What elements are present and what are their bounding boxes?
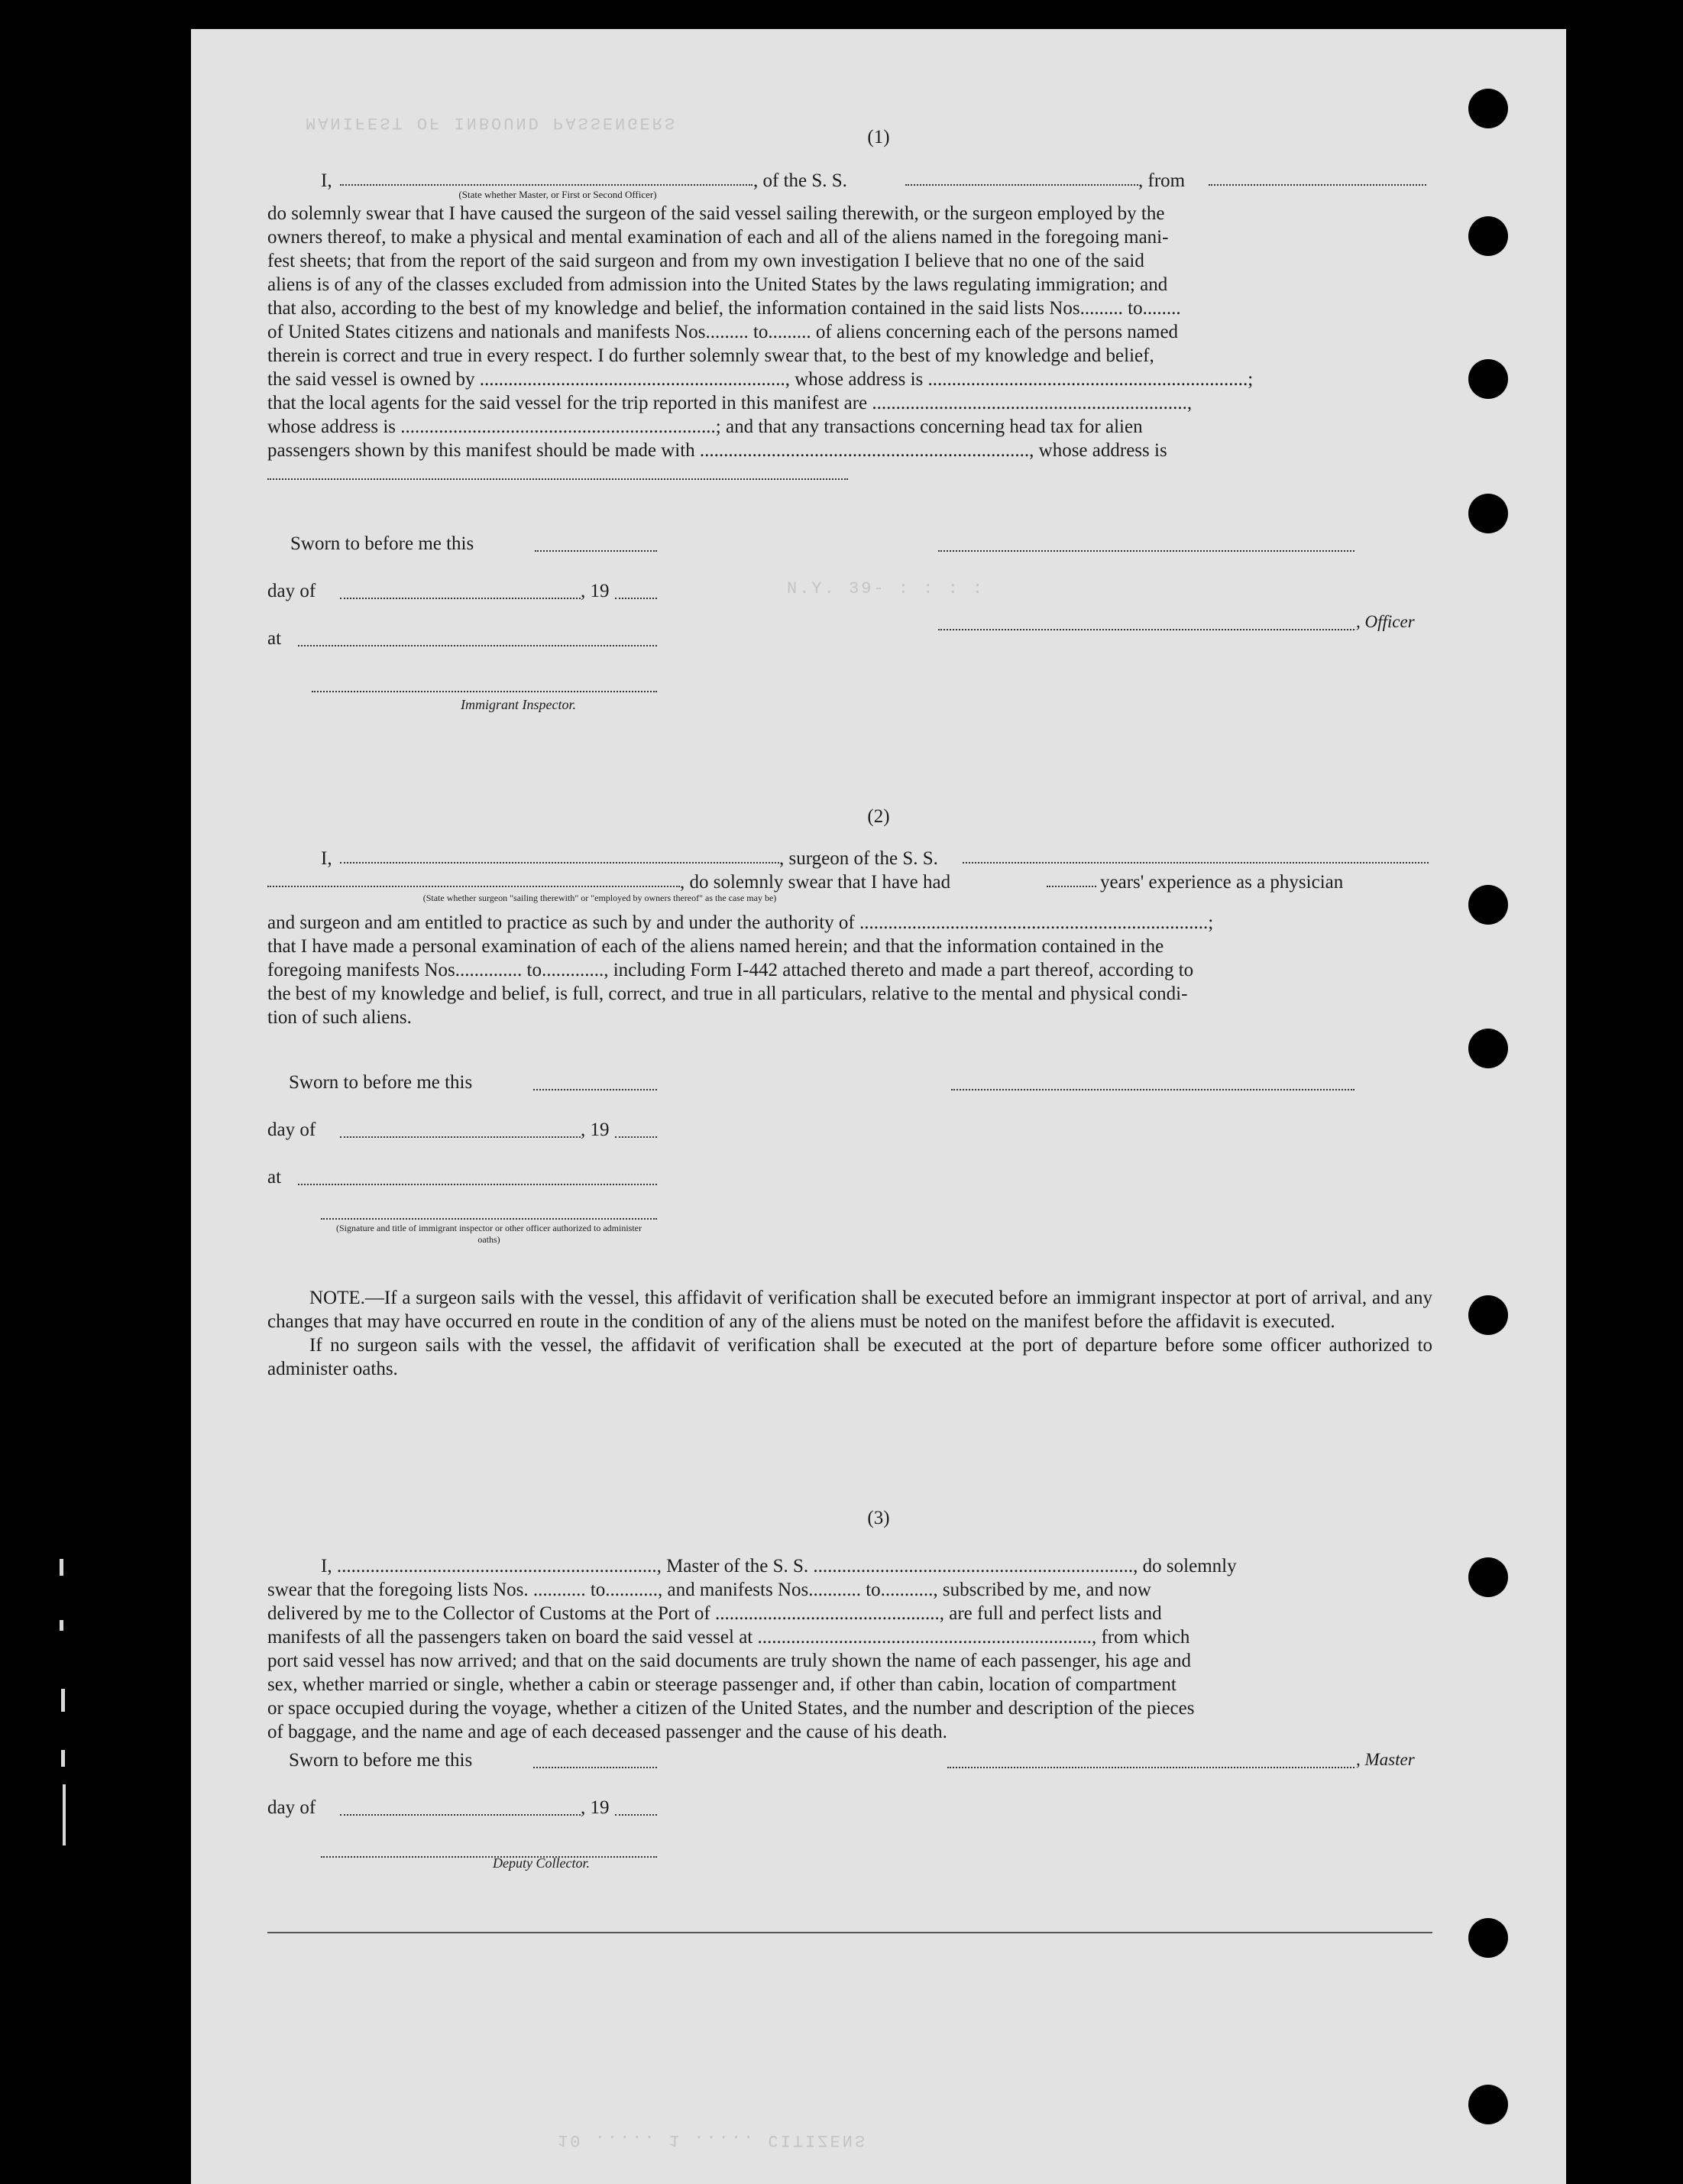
body-line: passengers shown by this manifest should be made with ....................................................................., whose address is	[267, 440, 1167, 461]
punch-hole	[1468, 1918, 1508, 1958]
day-of-label-3: day of	[267, 1797, 316, 1818]
year-label-2: , 19	[581, 1120, 610, 1140]
surgeon-type-field[interactable]	[267, 870, 680, 887]
scan-edge-mark	[61, 1689, 65, 1712]
section-2-second-line	[267, 870, 1432, 894]
swear-label: , do solemnly swear that I have had	[680, 872, 951, 893]
body-line: delivered by me to the Collector of Customs at the Port of ..............................................., are full and perfect lists and	[267, 1603, 1162, 1624]
note-paragraph-1	[267, 1286, 1432, 1333]
inspector-signature-line-1[interactable]	[312, 679, 657, 692]
year-label-1: , 19	[581, 581, 610, 601]
section-1	[267, 169, 1432, 486]
inspector-signature-line-2[interactable]	[321, 1206, 657, 1220]
master-name-field[interactable]	[340, 169, 752, 186]
punch-hole	[1468, 1295, 1508, 1335]
years-field[interactable]	[1047, 870, 1096, 887]
section-2-number: (2)	[867, 806, 890, 827]
surgeon-name-field[interactable]	[340, 847, 779, 864]
body-line: therein is correct and true in every respect. I do further solemnly swear that, to the best of my knowledge and belief,	[267, 345, 1154, 366]
body-line: the best of my knowledge and belief, is full, correct, and true in all particulars, relative to the mental and physical condi-	[267, 983, 1188, 1004]
deputy-collector-label: Deputy Collector.	[493, 1855, 590, 1871]
note-label: NOTE.	[309, 1288, 365, 1308]
body-line: or space occupied during the voyage, whether a citizen of the United States, and the number and description of the pieces	[267, 1698, 1195, 1719]
year-field-3[interactable]	[615, 1799, 657, 1816]
day-of-field-2[interactable]	[340, 1121, 581, 1138]
year-field-2[interactable]	[615, 1121, 657, 1138]
signature-caption: (Signature and title of immigrant inspector or other officer authorized to administer oaths)	[336, 1223, 642, 1245]
body-line-blank	[267, 462, 1432, 486]
note-text-1: —If a surgeon sails with the vessel, this affidavit of verification shall be executed before an immigrant inspector at port of arrival, and any changes that may have occurred en route in the condition of any of the aliens must be noted on the manifest before the affidavit is executed.	[267, 1288, 1432, 1332]
sworn-label-3: Sworn to before me this	[289, 1750, 473, 1771]
day-of-field-1[interactable]	[340, 582, 581, 599]
section-2-first-line	[267, 847, 1432, 870]
sworn-date-field-2[interactable]	[533, 1074, 657, 1090]
sworn-label-2: Sworn to before me this	[289, 1072, 473, 1093]
scan-edge-mark	[61, 1750, 65, 1767]
punch-hole	[1468, 1029, 1508, 1068]
body-line: of United States citizens and nationals and manifests Nos......... to......... of aliens concerning each of the persons named	[267, 322, 1179, 342]
surgeon-vessel-field[interactable]	[963, 847, 1429, 864]
punch-hole	[1468, 89, 1508, 128]
bleed-through-text: MANIFEST OF INBOUND PASSENGERS	[306, 113, 678, 132]
officer-label: , Officer	[1356, 612, 1415, 631]
officer-name-line[interactable]	[938, 614, 1354, 630]
immigrant-inspector-label: Immigrant Inspector.	[461, 697, 576, 712]
at-label-1: at	[267, 628, 282, 649]
bleed-through-text: N.Y. 39- : : : :	[787, 579, 986, 598]
punch-hole	[1468, 359, 1508, 399]
day-of-label-2: day of	[267, 1120, 316, 1140]
body-line: tion of such aliens.	[267, 1007, 412, 1028]
at-field-1[interactable]	[298, 630, 657, 646]
master-signature-line[interactable]	[947, 1751, 1354, 1768]
scan-edge-mark	[60, 1559, 63, 1576]
scan-edge-mark	[63, 1784, 66, 1845]
surgeon-signature-line[interactable]	[951, 1074, 1354, 1090]
body-line: do solemnly swear that I have caused the surgeon of the said vessel sailing therewith, or the surgeon employed by the	[267, 203, 1165, 224]
section-2-i: I,	[321, 848, 332, 869]
body-line: the said vessel is owned by ................................................................, whose address is ...................................................................;	[267, 369, 1254, 390]
body-line: owners thereof, to make a physical and mental examination of each and all of the aliens named in the foregoing mani-	[267, 227, 1169, 248]
body-line: sex, whether married or single, whether a cabin or steerage passenger and, if other than cabin, location of compartment	[267, 1674, 1176, 1695]
manifest-affidavit-page	[191, 29, 1566, 2184]
master-label: , Master	[1356, 1750, 1415, 1769]
body-line: that I have made a personal examination of each of the aliens named herein; and that the information contained in the	[267, 936, 1164, 957]
scan-edge-mark	[60, 1620, 63, 1631]
section-1-body	[267, 202, 1432, 486]
year-label-3: , 19	[581, 1797, 610, 1818]
punch-hole	[1468, 1557, 1508, 1597]
punch-hole	[1468, 885, 1508, 925]
agent-address-field[interactable]	[267, 463, 848, 480]
body-line: I, ..................................................................., Master of the S. S. ..................................................................., do solemnly	[321, 1556, 1237, 1576]
officer-signature-line[interactable]	[938, 535, 1354, 552]
note-paragraph-2: If no surgeon sails with the vessel, the affidavit of verification shall be executed at the port of departure before some officer authorized to administer oaths.	[267, 1335, 1432, 1379]
body-line: whose address is ..................................................................; and that any transactions concerning head tax for alien	[267, 416, 1143, 437]
day-of-label-1: day of	[267, 581, 316, 601]
bottom-rule	[267, 1932, 1432, 1933]
section-2-body	[267, 911, 1432, 1029]
body-line: of baggage, and the name and age of each deceased passenger and the cause of his death.	[267, 1722, 947, 1742]
surgeon-caption: (State whether surgeon "sailing therewith" or "employed by owners thereof" as the case may be)	[422, 893, 777, 903]
section-1-i: I,	[321, 170, 332, 191]
body-line: fest sheets; that from the report of the said surgeon and from my own investigation I believe that no one of the said	[267, 251, 1144, 271]
punch-hole	[1468, 2085, 1508, 2124]
bleed-through-text: 10 ..... 1 ..... CITIZENS	[558, 2131, 868, 2150]
sworn-label-1: Sworn to before me this	[290, 533, 474, 554]
body-line: swear that the foregoing lists Nos. ........... to..........., and manifests Nos........... to..........., subscribed by me, and now	[267, 1580, 1151, 1600]
body-line: port said vessel has now arrived; and that on the said documents are truly shown the name of each passenger, his age and	[267, 1651, 1192, 1671]
master-caption: (State whether Master, or First or Second Officer)	[458, 189, 657, 200]
at-label-2: at	[267, 1167, 282, 1188]
at-field-2[interactable]	[298, 1168, 657, 1185]
sworn-date-field-3[interactable]	[533, 1751, 657, 1768]
punch-hole	[1468, 216, 1508, 256]
section-3	[267, 1554, 1432, 1744]
from-port-field[interactable]	[1209, 169, 1426, 186]
vessel-name-field[interactable]	[905, 169, 1138, 186]
day-of-field-3[interactable]	[340, 1799, 581, 1816]
body-line: that also, according to the best of my knowledge and belief, the information contained in the said lists Nos......... to........	[267, 298, 1181, 319]
years-label: years' experience as a physician	[1100, 872, 1344, 893]
deputy-collector-signature-line[interactable]	[321, 1844, 657, 1858]
sworn-date-field-1[interactable]	[535, 535, 657, 552]
note-block	[267, 1286, 1432, 1381]
surgeon-of-ss-label: , surgeon of the S. S.	[779, 848, 938, 869]
body-line: aliens is of any of the classes excluded from admission into the United States by the laws regulating immigration; and	[267, 274, 1168, 295]
punch-hole	[1468, 494, 1508, 533]
year-field-1[interactable]	[615, 582, 657, 599]
body-line: foregoing manifests Nos.............. to............., including Form I-442 attached thereto and made a part thereof, according to	[267, 960, 1194, 980]
body-line: manifests of all the passengers taken on board the said vessel at ......................................................................, from which	[267, 1627, 1190, 1648]
body-line: and surgeon and am entitled to practice as such by and under the authority of .........................................................................;	[267, 912, 1214, 933]
section-1-number: (1)	[867, 127, 890, 147]
section-2	[267, 847, 1432, 1029]
body-line: that the local agents for the said vessel for the trip reported in this manifest are ..................................................................,	[267, 393, 1193, 413]
of-the-ss-label: , of the S. S.	[753, 170, 847, 191]
from-label: , from	[1138, 170, 1186, 191]
section-3-number: (3)	[867, 1508, 890, 1528]
